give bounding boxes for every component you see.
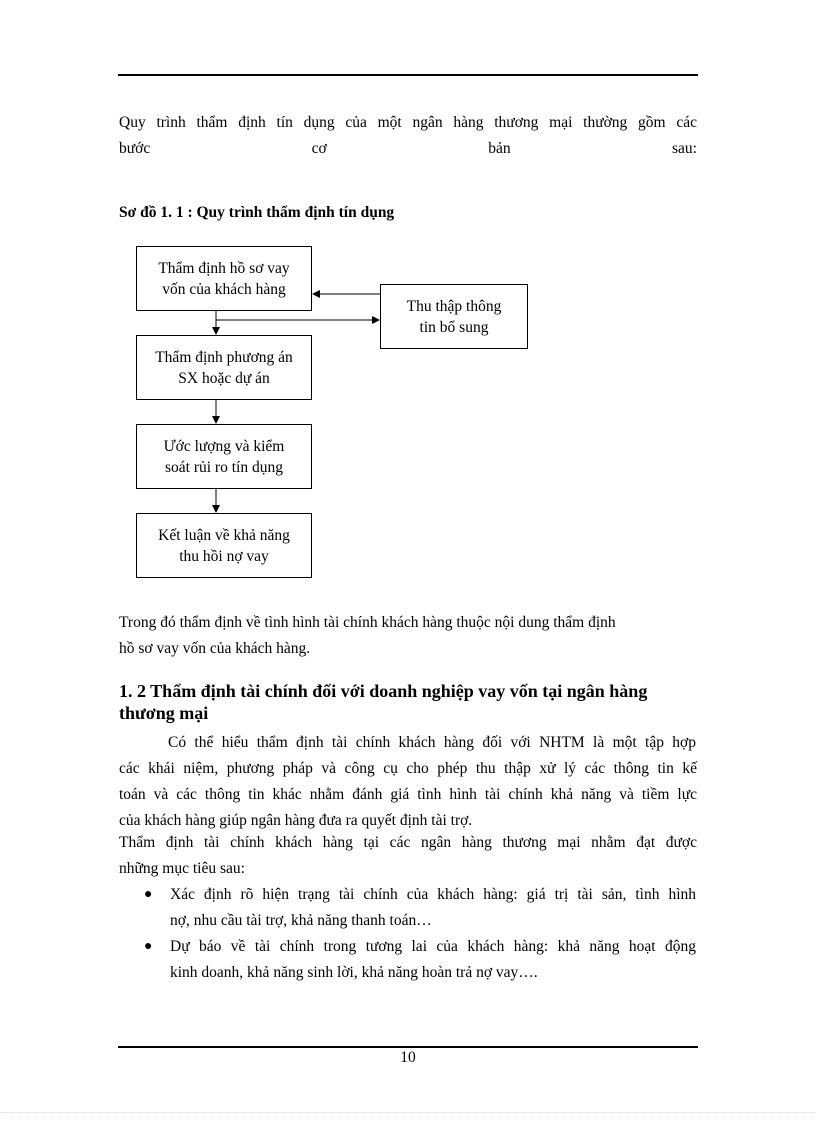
flow-box-additional-info (380, 284, 528, 349)
flow-box-business-plan (136, 335, 312, 400)
section-para1-line4: của khách hàng giúp ngân hàng đưa ra quyết định tài trợ. (119, 812, 473, 829)
bullet-dot-icon: ● (144, 939, 153, 954)
box-text: Thẩm định hồ sơ vay (158, 259, 290, 277)
section-para1-line1: Có thể hiểu thẩm định tài chính khách hàng đối với NHTM là một tập hợp (168, 734, 696, 751)
box-text: tin bổ sung (419, 318, 489, 336)
section-para2-line1: Thẩm định tài chính khách hàng tại các ngân hàng thương mại nhằm đạt được (119, 834, 697, 851)
bullet-line: Xác định rõ hiện trạng tài chính của khách hàng: giá trị tài sản, tình hình (170, 886, 696, 903)
bullet-item (144, 934, 696, 986)
bullet-line: Dự báo về tài chính trong tương lai của khách hàng: khả năng hoạt động (170, 938, 696, 955)
bullet-line: nợ, nhu cầu tài trợ, khả năng thanh toán… (170, 912, 432, 929)
intro-word: cơ (311, 140, 327, 157)
bullet-text (170, 882, 696, 934)
after-diagram-paragraph (119, 610, 697, 662)
box-text: Ước lượng và kiểm (163, 437, 285, 455)
bullet-dot-icon: ● (144, 887, 153, 902)
box-text: Thu thập thông (406, 297, 502, 315)
text-line: Trong đó thẩm định về tình hình tài chính khách hàng thuộc nội dung thẩm định (119, 614, 616, 631)
flow-box-risk-assessment (136, 424, 312, 489)
page-bottom-dotted-edge (0, 1112, 816, 1113)
box-text: thu hồi nợ vay (179, 547, 269, 565)
section-para2-line2: những mục tiêu sau: (119, 860, 245, 877)
bullet-item (144, 882, 696, 934)
flow-box-loan-file (136, 246, 312, 311)
intro-word: sau: (672, 140, 697, 157)
diagram-caption: Sơ đồ 1. 1 : Quy trình thẩm định tín dụng (119, 204, 395, 221)
intro-line-1: Quy trình thẩm định tín dụng của một ngân hàng thương mại thường gồm các (119, 114, 697, 131)
section-heading: 1. 2 Thẩm định tài chính đối với doanh nghiệp vay vốn tại ngân hàng thương mại (119, 681, 648, 723)
intro-word: bản (488, 140, 511, 157)
section-para1-line2: các khái niệm, phương pháp và công cụ cho phép thu thập xử lý các thông tin kế (119, 760, 697, 777)
text-line: hồ sơ vay vốn của khách hàng. (119, 640, 311, 657)
box-text: vốn của khách hàng (162, 280, 286, 298)
page-number: 10 (400, 1049, 416, 1066)
flow-box-conclusion (136, 513, 312, 578)
bullet-text (170, 934, 696, 986)
intro-word: bước (119, 140, 151, 157)
box-text: SX hoặc dự án (178, 369, 270, 387)
box-text: soát rủi ro tín dụng (165, 458, 283, 476)
section-para1-line3: toán và các thông tin khác nhằm đánh giá tình hình tài chính khả năng và tiềm lực (119, 786, 697, 803)
box-text: Thẩm định phương án (155, 348, 293, 366)
box-text: Kết luận về khả năng (158, 526, 290, 544)
footer-rule (118, 1046, 698, 1048)
bullet-line: kinh doanh, khả năng sinh lời, khả năng hoàn trả nợ vay…. (170, 964, 538, 981)
